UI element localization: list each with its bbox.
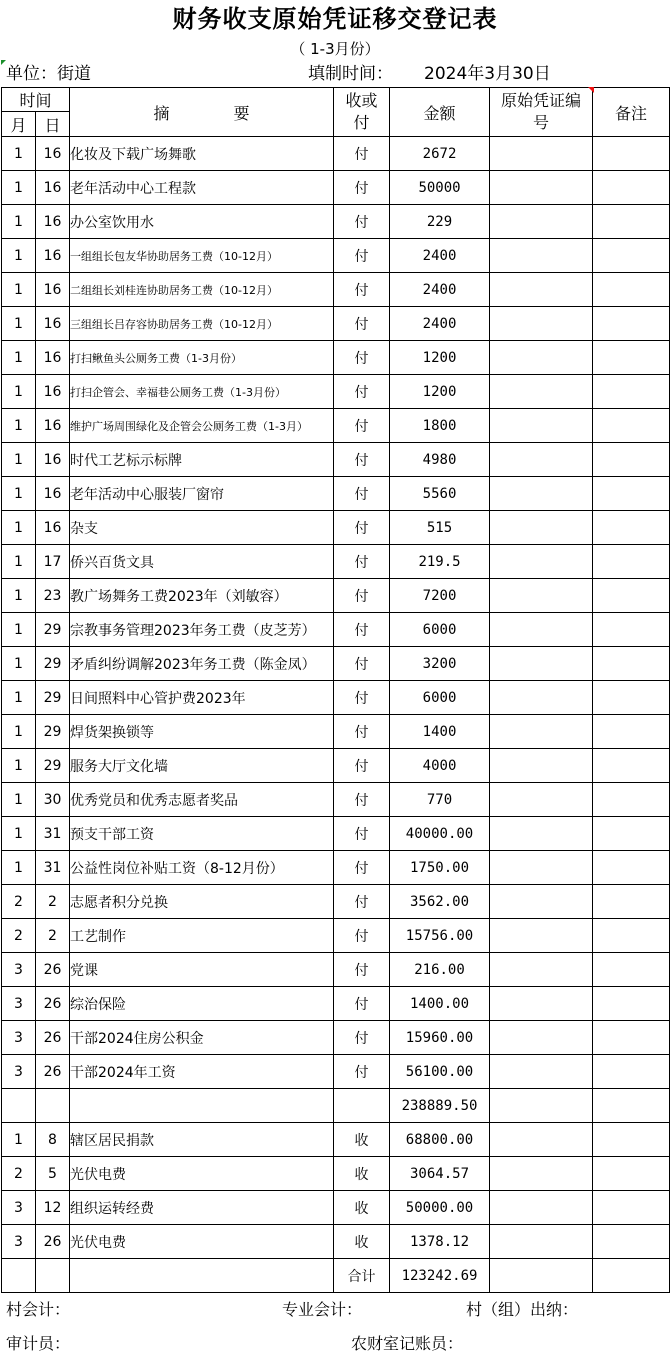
summary-cell: 辖区居民捐款 [70, 1123, 334, 1157]
voucher-cell [490, 579, 593, 613]
month-cell: 1 [2, 783, 36, 817]
remark-cell [593, 307, 670, 341]
voucher-cell [490, 1021, 593, 1055]
remark-cell [593, 987, 670, 1021]
table-row [2, 511, 670, 545]
voucher-cell [490, 1157, 593, 1191]
remark-cell [593, 1157, 670, 1191]
remark-cell [593, 885, 670, 919]
amount-cell: 1378.12 [390, 1225, 490, 1259]
remark-cell [593, 137, 670, 171]
voucher-cell [490, 477, 593, 511]
day-cell: 31 [36, 817, 70, 851]
month-cell: 1 [2, 137, 36, 171]
voucher-cell [490, 1191, 593, 1225]
type-cell: 付 [334, 1055, 390, 1089]
type-cell: 付 [334, 341, 390, 375]
table-row [2, 1055, 670, 1089]
period-subtitle: （ 1-3月份） [290, 40, 380, 58]
voucher-cell [490, 307, 593, 341]
fill-time-label: 填制时间： [308, 64, 393, 84]
table-row [2, 1191, 670, 1225]
type-cell: 付 [334, 987, 390, 1021]
summary-cell: 公益性岗位补贴工资（8-12月份） [70, 851, 334, 885]
amount-cell: 770 [390, 783, 490, 817]
summary-cell: 优秀党员和优秀志愿者奖品 [70, 783, 334, 817]
day-cell: 8 [36, 1123, 70, 1157]
day-cell: 29 [36, 647, 70, 681]
day-cell: 26 [36, 1225, 70, 1259]
month-cell: 1 [2, 273, 36, 307]
voucher-cell [490, 613, 593, 647]
table-row [2, 1123, 670, 1157]
remark-cell [593, 681, 670, 715]
month-cell: 1 [2, 511, 36, 545]
month-cell: 1 [2, 545, 36, 579]
summary-cell: 老年活动中心服装厂窗帘 [70, 477, 334, 511]
month-cell: 3 [2, 953, 36, 987]
voucher-cell [490, 273, 593, 307]
amount-cell: 1400.00 [390, 987, 490, 1021]
type-cell: 付 [334, 205, 390, 239]
remark-cell [593, 1123, 670, 1157]
header-row [2, 88, 670, 112]
table-row [2, 715, 670, 749]
type-cell: 付 [334, 137, 390, 171]
summary-cell: 预支干部工资 [70, 817, 334, 851]
voucher-cell [490, 375, 593, 409]
day-cell: 29 [36, 749, 70, 783]
table-row [2, 443, 670, 477]
month-cell: 3 [2, 1225, 36, 1259]
summary-cell [70, 1259, 334, 1293]
voucher-cell [490, 1055, 593, 1089]
amount-cell: 216.00 [390, 953, 490, 987]
day-cell: 16 [36, 375, 70, 409]
remark-cell [593, 375, 670, 409]
type-header [334, 88, 390, 137]
table-row [2, 375, 670, 409]
summary-cell: 志愿者积分兑换 [70, 885, 334, 919]
table-row [2, 953, 670, 987]
page-title: 财务收支原始凭证移交登记表 [172, 4, 498, 33]
voucher-cell [490, 409, 593, 443]
remark-cell [593, 1259, 670, 1293]
type-cell: 付 [334, 443, 390, 477]
type-header-line2: 付 [353, 113, 370, 132]
voucher-cell [490, 1123, 593, 1157]
table-row [2, 783, 670, 817]
type-cell: 付 [334, 885, 390, 919]
amount-cell: 50000 [390, 171, 490, 205]
month-cell: 1 [2, 375, 36, 409]
remark-cell [593, 647, 670, 681]
type-cell: 付 [334, 851, 390, 885]
remark-cell [593, 273, 670, 307]
voucher-cell [490, 715, 593, 749]
summary-cell: 工艺制作 [70, 919, 334, 953]
amount-cell: 1400 [390, 715, 490, 749]
voucher-cell [490, 205, 593, 239]
month-cell: 1 [2, 171, 36, 205]
voucher-cell [490, 919, 593, 953]
type-cell: 付 [334, 171, 390, 205]
table-row [2, 1225, 670, 1259]
amount-cell: 238889.50 [390, 1089, 490, 1123]
type-cell: 付 [334, 783, 390, 817]
voucher-cell [490, 1225, 593, 1259]
voucher-cell [490, 341, 593, 375]
day-cell: 16 [36, 511, 70, 545]
amount-cell: 123242.69 [390, 1259, 490, 1293]
table-row [2, 137, 670, 171]
amount-cell: 5560 [390, 477, 490, 511]
day-cell: 26 [36, 953, 70, 987]
remark-cell [593, 919, 670, 953]
month-cell: 1 [2, 681, 36, 715]
day-cell: 16 [36, 239, 70, 273]
summary-cell: 二组组长刘桂连协助居务工费（10-12月） [70, 273, 334, 307]
type-cell: 付 [334, 409, 390, 443]
table-row [2, 1021, 670, 1055]
amount-cell: 2672 [390, 137, 490, 171]
ledger-table [1, 87, 670, 1293]
summary-cell: 侨兴百货文具 [70, 545, 334, 579]
amount-cell: 515 [390, 511, 490, 545]
amount-cell: 56100.00 [390, 1055, 490, 1089]
summary-cell: 干部2024住房公积金 [70, 1021, 334, 1055]
type-cell: 付 [334, 953, 390, 987]
type-cell: 付 [334, 817, 390, 851]
day-cell: 31 [36, 851, 70, 885]
month-cell: 1 [2, 443, 36, 477]
table-row [2, 681, 670, 715]
day-cell: 16 [36, 205, 70, 239]
summary-cell: 打扫企管会、幸福巷公厕务工费（1-3月份） [70, 375, 334, 409]
amount-cell: 7200 [390, 579, 490, 613]
comment-indicator-icon [588, 87, 594, 93]
amount-cell: 3064.57 [390, 1157, 490, 1191]
amount-cell: 1200 [390, 375, 490, 409]
table-row [2, 749, 670, 783]
type-cell: 付 [334, 919, 390, 953]
month-cell: 1 [2, 409, 36, 443]
amount-cell: 2400 [390, 307, 490, 341]
amount-cell: 3562.00 [390, 885, 490, 919]
day-cell: 29 [36, 613, 70, 647]
type-cell: 付 [334, 681, 390, 715]
month-cell: 2 [2, 1157, 36, 1191]
table-row [2, 1089, 670, 1123]
auditor-label: 审计员： [6, 1334, 71, 1353]
type-cell: 付 [334, 545, 390, 579]
remark-cell [593, 579, 670, 613]
cashier-label: 村（组）出纳： [466, 1300, 579, 1319]
month-cell: 2 [2, 919, 36, 953]
month-cell: 1 [2, 341, 36, 375]
table-row [2, 1157, 670, 1191]
summary-cell: 化妆及下载广场舞歌 [70, 137, 334, 171]
voucher-header: 原始凭证编号 [490, 88, 593, 137]
type-cell: 付 [334, 477, 390, 511]
summary-cell: 一组组长包友华协助居务工费（10-12月） [70, 239, 334, 273]
summary-cell: 打扫鳅鱼头公厕务工费（1-3月份） [70, 341, 334, 375]
day-cell: 17 [36, 545, 70, 579]
summary-cell: 焊货架换锁等 [70, 715, 334, 749]
amount-cell: 3200 [390, 647, 490, 681]
amount-cell: 6000 [390, 681, 490, 715]
remark-cell [593, 1021, 670, 1055]
type-cell: 付 [334, 749, 390, 783]
voucher-cell [490, 1089, 593, 1123]
month-cell: 1 [2, 613, 36, 647]
month-cell: 1 [2, 715, 36, 749]
amount-cell: 40000.00 [390, 817, 490, 851]
voucher-cell [490, 1259, 593, 1293]
remark-cell [593, 511, 670, 545]
remark-cell [593, 171, 670, 205]
day-cell: 2 [36, 919, 70, 953]
voucher-cell [490, 987, 593, 1021]
voucher-cell [490, 171, 593, 205]
table-row [2, 613, 670, 647]
table-row [2, 273, 670, 307]
summary-cell: 老年活动中心工程款 [70, 171, 334, 205]
time-header: 时间 [2, 88, 70, 112]
month-cell: 3 [2, 1191, 36, 1225]
summary-cell: 宗教事务管理2023年务工费（皮芝芳） [70, 613, 334, 647]
remark-cell [593, 341, 670, 375]
month-cell: 1 [2, 205, 36, 239]
voucher-cell [490, 137, 593, 171]
day-cell: 29 [36, 715, 70, 749]
month-cell: 1 [2, 239, 36, 273]
remark-cell [593, 1225, 670, 1259]
table-row [2, 477, 670, 511]
day-cell: 26 [36, 1055, 70, 1089]
amount-cell: 6000 [390, 613, 490, 647]
voucher-cell [490, 681, 593, 715]
type-cell: 收 [334, 1157, 390, 1191]
summary-cell: 光伏电费 [70, 1225, 334, 1259]
remark-cell [593, 205, 670, 239]
table-row [2, 851, 670, 885]
day-cell: 29 [36, 681, 70, 715]
remark-cell [593, 613, 670, 647]
table-row [2, 239, 670, 273]
month-cell: 1 [2, 579, 36, 613]
amount-cell: 219.5 [390, 545, 490, 579]
voucher-cell [490, 885, 593, 919]
remark-cell [593, 443, 670, 477]
remark-cell [593, 715, 670, 749]
day-cell: 16 [36, 443, 70, 477]
summary-cell: 光伏电费 [70, 1157, 334, 1191]
month-cell: 3 [2, 987, 36, 1021]
type-cell [334, 1089, 390, 1123]
remark-cell [593, 1089, 670, 1123]
table-row [2, 885, 670, 919]
summary-cell: 矛盾纠纷调解2023年务工费（陈金凤） [70, 647, 334, 681]
table-row [2, 647, 670, 681]
amount-cell: 1200 [390, 341, 490, 375]
type-cell: 收 [334, 1191, 390, 1225]
month-cell: 1 [2, 307, 36, 341]
type-cell: 收 [334, 1123, 390, 1157]
voucher-cell [490, 851, 593, 885]
month-cell: 1 [2, 477, 36, 511]
type-cell: 合计 [334, 1259, 390, 1293]
type-cell: 付 [334, 613, 390, 647]
voucher-cell [490, 239, 593, 273]
day-cell: 16 [36, 137, 70, 171]
voucher-cell [490, 817, 593, 851]
type-cell: 收 [334, 1225, 390, 1259]
table-row [2, 1259, 670, 1293]
voucher-cell [490, 443, 593, 477]
day-cell: 16 [36, 409, 70, 443]
remark-cell [593, 783, 670, 817]
summary-cell: 教广场舞务工费2023年（刘敏容） [70, 579, 334, 613]
remark-cell [593, 409, 670, 443]
month-cell [2, 1089, 36, 1123]
amount-cell: 1750.00 [390, 851, 490, 885]
summary-cell: 维护广场周围绿化及企管会公厕务工费（1-3月） [70, 409, 334, 443]
voucher-cell [490, 545, 593, 579]
day-cell: 23 [36, 579, 70, 613]
amount-cell: 4980 [390, 443, 490, 477]
remark-cell [593, 545, 670, 579]
month-cell: 1 [2, 851, 36, 885]
fill-date: 2024年3月30日 [424, 64, 551, 84]
month-cell [2, 1259, 36, 1293]
amount-cell: 68800.00 [390, 1123, 490, 1157]
summary-cell: 时代工艺标示标牌 [70, 443, 334, 477]
voucher-cell [490, 647, 593, 681]
voucher-cell [490, 783, 593, 817]
amount-cell: 15756.00 [390, 919, 490, 953]
remark-cell [593, 1055, 670, 1089]
pro-accountant-label: 专业会计： [282, 1300, 363, 1319]
summary-cell: 干部2024年工资 [70, 1055, 334, 1089]
month-cell: 1 [2, 647, 36, 681]
table-row [2, 919, 670, 953]
day-cell: 26 [36, 1021, 70, 1055]
remark-cell [593, 953, 670, 987]
type-cell: 付 [334, 273, 390, 307]
month-header: 月 [2, 112, 36, 137]
table-row [2, 307, 670, 341]
voucher-cell [490, 749, 593, 783]
summary-cell: 服务大厅文化墙 [70, 749, 334, 783]
summary-cell: 办公室饮用水 [70, 205, 334, 239]
table-row [2, 341, 670, 375]
village-accountant-label: 村会计： [6, 1300, 71, 1319]
day-cell: 12 [36, 1191, 70, 1225]
table-row [2, 205, 670, 239]
summary-cell: 日间照料中心管护费2023年 [70, 681, 334, 715]
remark-header: 备注 [593, 88, 670, 137]
amount-header: 金额 [390, 88, 490, 137]
table-row [2, 171, 670, 205]
remark-cell [593, 817, 670, 851]
day-cell: 16 [36, 341, 70, 375]
summary-cell: 综治保险 [70, 987, 334, 1021]
summary-cell [70, 1089, 334, 1123]
day-cell [36, 1259, 70, 1293]
remark-cell [593, 749, 670, 783]
amount-cell: 229 [390, 205, 490, 239]
day-cell: 26 [36, 987, 70, 1021]
summary-cell: 组织运转经费 [70, 1191, 334, 1225]
table-row [2, 579, 670, 613]
type-cell: 付 [334, 375, 390, 409]
unit-label: 单位：街道 [6, 64, 91, 84]
type-cell: 付 [334, 715, 390, 749]
summary-cell: 党课 [70, 953, 334, 987]
type-cell: 付 [334, 511, 390, 545]
summary-cell: 三组组长吕存容协助居务工费（10-12月） [70, 307, 334, 341]
table-row [2, 409, 670, 443]
table-row [2, 987, 670, 1021]
day-cell [36, 1089, 70, 1123]
table-row [2, 545, 670, 579]
month-cell: 2 [2, 885, 36, 919]
day-cell: 16 [36, 307, 70, 341]
month-cell: 1 [2, 1123, 36, 1157]
amount-cell: 50000.00 [390, 1191, 490, 1225]
day-cell: 16 [36, 171, 70, 205]
type-cell: 付 [334, 579, 390, 613]
month-cell: 3 [2, 1021, 36, 1055]
month-cell: 1 [2, 749, 36, 783]
month-cell: 3 [2, 1055, 36, 1089]
day-header: 日 [36, 112, 70, 137]
amount-cell: 2400 [390, 239, 490, 273]
voucher-cell [490, 953, 593, 987]
amount-cell: 15960.00 [390, 1021, 490, 1055]
amount-cell: 1800 [390, 409, 490, 443]
day-cell: 5 [36, 1157, 70, 1191]
summary-header: 摘 要 [70, 88, 334, 137]
remark-cell [593, 851, 670, 885]
type-cell: 付 [334, 307, 390, 341]
remark-cell [593, 1191, 670, 1225]
remark-cell [593, 239, 670, 273]
type-cell: 付 [334, 239, 390, 273]
remark-cell [593, 477, 670, 511]
bookkeeper-label: 农财室记账员： [351, 1334, 464, 1353]
amount-cell: 4000 [390, 749, 490, 783]
type-cell: 付 [334, 1021, 390, 1055]
day-cell: 16 [36, 273, 70, 307]
type-header-line1: 收或 [345, 91, 378, 110]
day-cell: 2 [36, 885, 70, 919]
table-row [2, 817, 670, 851]
amount-cell: 2400 [390, 273, 490, 307]
day-cell: 30 [36, 783, 70, 817]
type-cell: 付 [334, 647, 390, 681]
day-cell: 16 [36, 477, 70, 511]
month-cell: 1 [2, 817, 36, 851]
voucher-cell [490, 511, 593, 545]
summary-cell: 杂支 [70, 511, 334, 545]
